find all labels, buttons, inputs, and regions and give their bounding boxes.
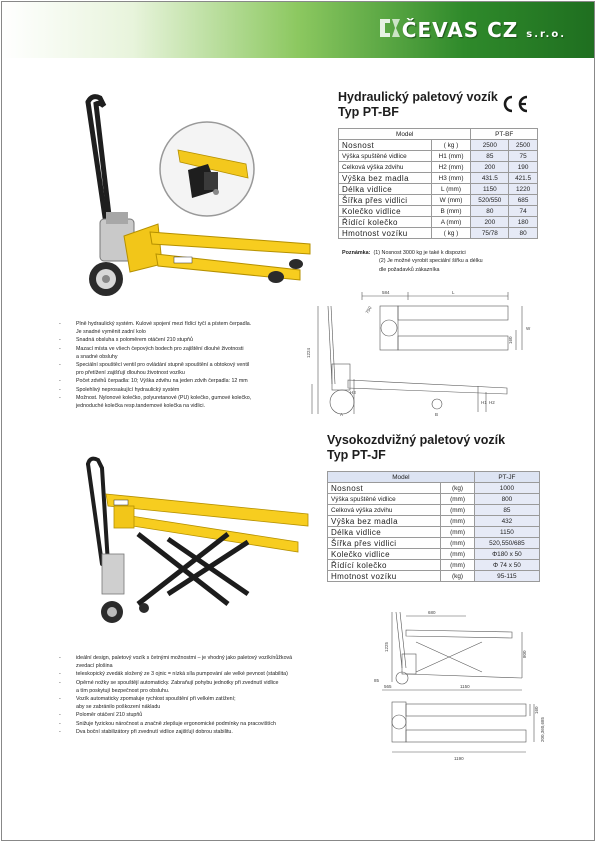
feature-item: - Počet zdvihů čerpadla: 10; Výška zdvihu na jeden zdvih čerpadla: 12 mm [59, 377, 309, 385]
dim-label: 1225 [384, 641, 389, 652]
table-row [328, 571, 540, 582]
table-row [339, 217, 538, 228]
dim-label: 1224 [306, 347, 311, 358]
feature-item: a snadné obsluhy [76, 353, 118, 360]
table-row [339, 195, 538, 206]
row-label: Délka vidlice [339, 184, 432, 195]
table-header-type: PT-BF [471, 129, 538, 140]
row-label: Šířka přes vidlici [339, 195, 432, 206]
row-label: Výška spuštěné vidlice [339, 151, 432, 162]
row-value-2: 180 [509, 217, 538, 228]
row-value-2: 75 [509, 151, 538, 162]
feature-item: - Spolehlivý neprosakující hydraulický systém [59, 386, 309, 394]
feature-item: - Opěrné nožky se spouštějí automaticky. Zabraňují pohybu jednotky při zvednutí vidlice [59, 679, 359, 687]
table-header-row [328, 472, 540, 483]
row-value-1: 85 [471, 151, 509, 162]
table-row [339, 173, 538, 184]
row-unit: L (mm) [431, 184, 471, 195]
row-label: Nosnost [328, 483, 441, 494]
row-label: Výška bez madla [339, 173, 432, 184]
row-value-1: 520/550 [471, 195, 509, 206]
row-label: Kolečko vidlice [339, 206, 432, 217]
row-label: Výška bez madla [328, 516, 441, 527]
row-label: Délka vidlice [328, 527, 441, 538]
note-item: dle požadavků zákazníka [379, 266, 440, 273]
table-row [328, 505, 540, 516]
row-label: Celková výška zdvihu [328, 505, 441, 516]
product2-title-line1: Vysokozdvižný paletový vozík [327, 433, 506, 447]
table-row [328, 549, 540, 560]
table-header-model: Model [328, 472, 475, 483]
wheel-detail-inset [158, 120, 256, 218]
dim-label: 1190 [454, 756, 464, 761]
dim-label: 800 [522, 650, 527, 658]
product1-title-line1: Hydraulický paletový vozík [338, 90, 498, 104]
table-row [328, 527, 540, 538]
dim-label: 750 [364, 305, 373, 315]
product1-spec-table [338, 128, 538, 239]
row-value-1: 431.5 [471, 173, 509, 184]
brand-name: ČEVAS CZ [401, 18, 519, 42]
product2-spec-table [327, 471, 540, 582]
row-label: Hmotnost vozíku [339, 228, 432, 239]
feature-item: - Dva boční stabilizátory při zvednutí vidlice zajišťují dobrou stabilitu. [59, 728, 359, 736]
dim-label: 160 [508, 336, 513, 344]
brand-logo [402, 18, 566, 42]
row-value-1: 1150 [471, 184, 509, 195]
table-row [339, 140, 538, 151]
product2-title [327, 433, 505, 463]
row-label: Řídící kolečko [339, 217, 432, 228]
row-unit: H2 (mm) [431, 162, 471, 173]
feature-item: - teleskopický zvedák složený ze 3 ojnic = nízká síla pumpování ale velké pevnost (stabilita) [59, 670, 359, 678]
dim-label: 160 [534, 706, 539, 714]
row-value-2: 190 [509, 162, 538, 173]
product1-title [338, 90, 498, 120]
row-label: Kolečko vidlice [328, 549, 441, 560]
product2-features [59, 654, 359, 736]
row-unit: (mm) [441, 560, 475, 571]
row-unit: H3 (mm) [431, 173, 471, 184]
table-row [339, 206, 538, 217]
row-value: 432 [474, 516, 539, 527]
feature-item: - Plně hydraulický systém. Kulové spojení mezi řídící tyčí a pístem čerpadla. [59, 320, 309, 328]
notes-label: Poznámka: [342, 250, 371, 256]
dim-label: H3 [350, 390, 356, 395]
feature-item: - Speciální spouštěcí ventil pro ovládání stupně spouštění a obtokový ventil [59, 361, 309, 369]
feature-item: Je snadné vyměnit zadní kolo [76, 329, 146, 336]
table-row [328, 538, 540, 549]
row-label: Šířka přes vidlici [328, 538, 441, 549]
ce-mark-icon [500, 94, 530, 114]
row-value-2: 80 [509, 228, 538, 239]
table-header-model: Model [339, 129, 471, 140]
row-unit: B (mm) [431, 206, 471, 217]
brand-logo-icon [378, 17, 402, 39]
row-value-1: 2500 [471, 140, 509, 151]
row-label: Celková výška zdvihu [339, 162, 432, 173]
row-value-2: 74 [509, 206, 538, 217]
row-value: Φ180 x 50 [474, 549, 539, 560]
dim-label: H2 [489, 400, 495, 405]
row-unit: ( kg ) [431, 228, 471, 239]
row-value: Φ 74 x 50 [474, 560, 539, 571]
feature-item: jednoduché kolečka resp.tandemové kolečka na vidlici. [76, 403, 205, 410]
table-row [328, 516, 540, 527]
row-value-2: 2500 [509, 140, 538, 151]
row-unit: (mm) [441, 494, 475, 505]
dim-label: 584 [382, 290, 390, 295]
dim-label: 200,360,685 [540, 716, 545, 742]
dim-label: 565 [384, 684, 392, 689]
table-row [328, 494, 540, 505]
feature-item: - Poloměr otáčení 210 stupňů [59, 711, 359, 719]
row-unit: (mm) [441, 505, 475, 516]
row-unit: H1 (mm) [431, 151, 471, 162]
feature-item: - Vozík automaticky zpomaluje rychlost spouštění při velkém zatížení; [59, 695, 359, 703]
row-value: 85 [474, 505, 539, 516]
table-row [328, 483, 540, 494]
feature-item: - Mazací místa ve všech čepových bodech pro zajištění dlouhé životnosti [59, 345, 309, 353]
row-value-1: 200 [471, 162, 509, 173]
row-unit: (kg) [441, 483, 475, 494]
row-value-1: 80 [471, 206, 509, 217]
feature-item: zvedací plošina [76, 663, 113, 670]
row-unit: ( kg ) [431, 140, 471, 151]
feature-item: pro přetížení zajišťují dlouhou životnost vozíku [76, 370, 185, 377]
row-unit: W (mm) [431, 195, 471, 206]
feature-item: - Možnost. Nylonové kolečko, polyuretanové (PU) kolečko, gumové kolečko, [59, 394, 309, 402]
row-value-1: 200 [471, 217, 509, 228]
header-banner [2, 2, 594, 58]
table-row [339, 162, 538, 173]
product1-technical-drawing [302, 284, 547, 424]
note-item: (2) Je možné vyrobit speciální šířku a délku [379, 258, 483, 265]
dim-label: H1 [481, 400, 487, 405]
row-unit: (mm) [441, 549, 475, 560]
dim-label: L [452, 290, 455, 295]
dim-label: 85 [374, 678, 380, 683]
product2-title-line2: Typ PT-JF [327, 448, 386, 462]
table-header-type: PT-JF [474, 472, 539, 483]
row-unit: (kg) [441, 571, 475, 582]
dim-label: A [340, 412, 344, 417]
row-value: 1000 [474, 483, 539, 494]
row-unit: (mm) [441, 538, 475, 549]
feature-item: - Snižuje fyzickou náročnost a značně zlepšuje ergonomické podmínky na pracovištích [59, 720, 359, 728]
table-row [339, 151, 538, 162]
feature-item: - ideální design, paletový vozík s četnými možnostmi – je vhodný jako paletový vozík/nůžková [59, 654, 359, 662]
product1-title-line2: Typ PT-BF [338, 105, 399, 119]
product2-technical-drawing [362, 602, 545, 780]
note-item: (1) Nosnost 3000 kg je také k dispozici [373, 250, 466, 256]
dim-label: 680 [428, 610, 436, 615]
table-row [339, 184, 538, 195]
product1-features [59, 320, 309, 410]
dim-label: 1150 [460, 684, 470, 689]
page [1, 1, 595, 841]
row-value: 800 [474, 494, 539, 505]
feature-item: aby se zabránilo poškození nákladu [76, 704, 161, 711]
dim-label: B [435, 412, 439, 417]
row-value-1: 75/78 [471, 228, 509, 239]
table-row [339, 228, 538, 239]
dim-label: W [526, 326, 531, 331]
feature-item: a tím poskytují bezpečnost pro obsluhu. [76, 687, 170, 694]
row-label: Řídící kolečko [328, 560, 441, 571]
row-unit: (mm) [441, 527, 475, 538]
row-value: 95-115 [474, 571, 539, 582]
row-value-2: 421.5 [509, 173, 538, 184]
row-unit: A (mm) [431, 217, 471, 228]
feature-item: - Snadná obsluha s poloměrem otáčení 210 stupňů [59, 336, 309, 344]
row-label: Nosnost [339, 140, 432, 151]
scissor-truck-photo [78, 454, 308, 626]
row-label: Výška spuštěné vidlice [328, 494, 441, 505]
row-unit: (mm) [441, 516, 475, 527]
row-value-2: 1220 [509, 184, 538, 195]
row-value-2: 685 [509, 195, 538, 206]
table-row [328, 560, 540, 571]
row-label: Hmotnost vozíku [328, 571, 441, 582]
table-header-row [339, 129, 538, 140]
brand-suffix: s.r.o. [526, 29, 566, 40]
product1-notes [342, 249, 483, 274]
row-value: 520,550/685 [474, 538, 539, 549]
row-value: 1150 [474, 527, 539, 538]
